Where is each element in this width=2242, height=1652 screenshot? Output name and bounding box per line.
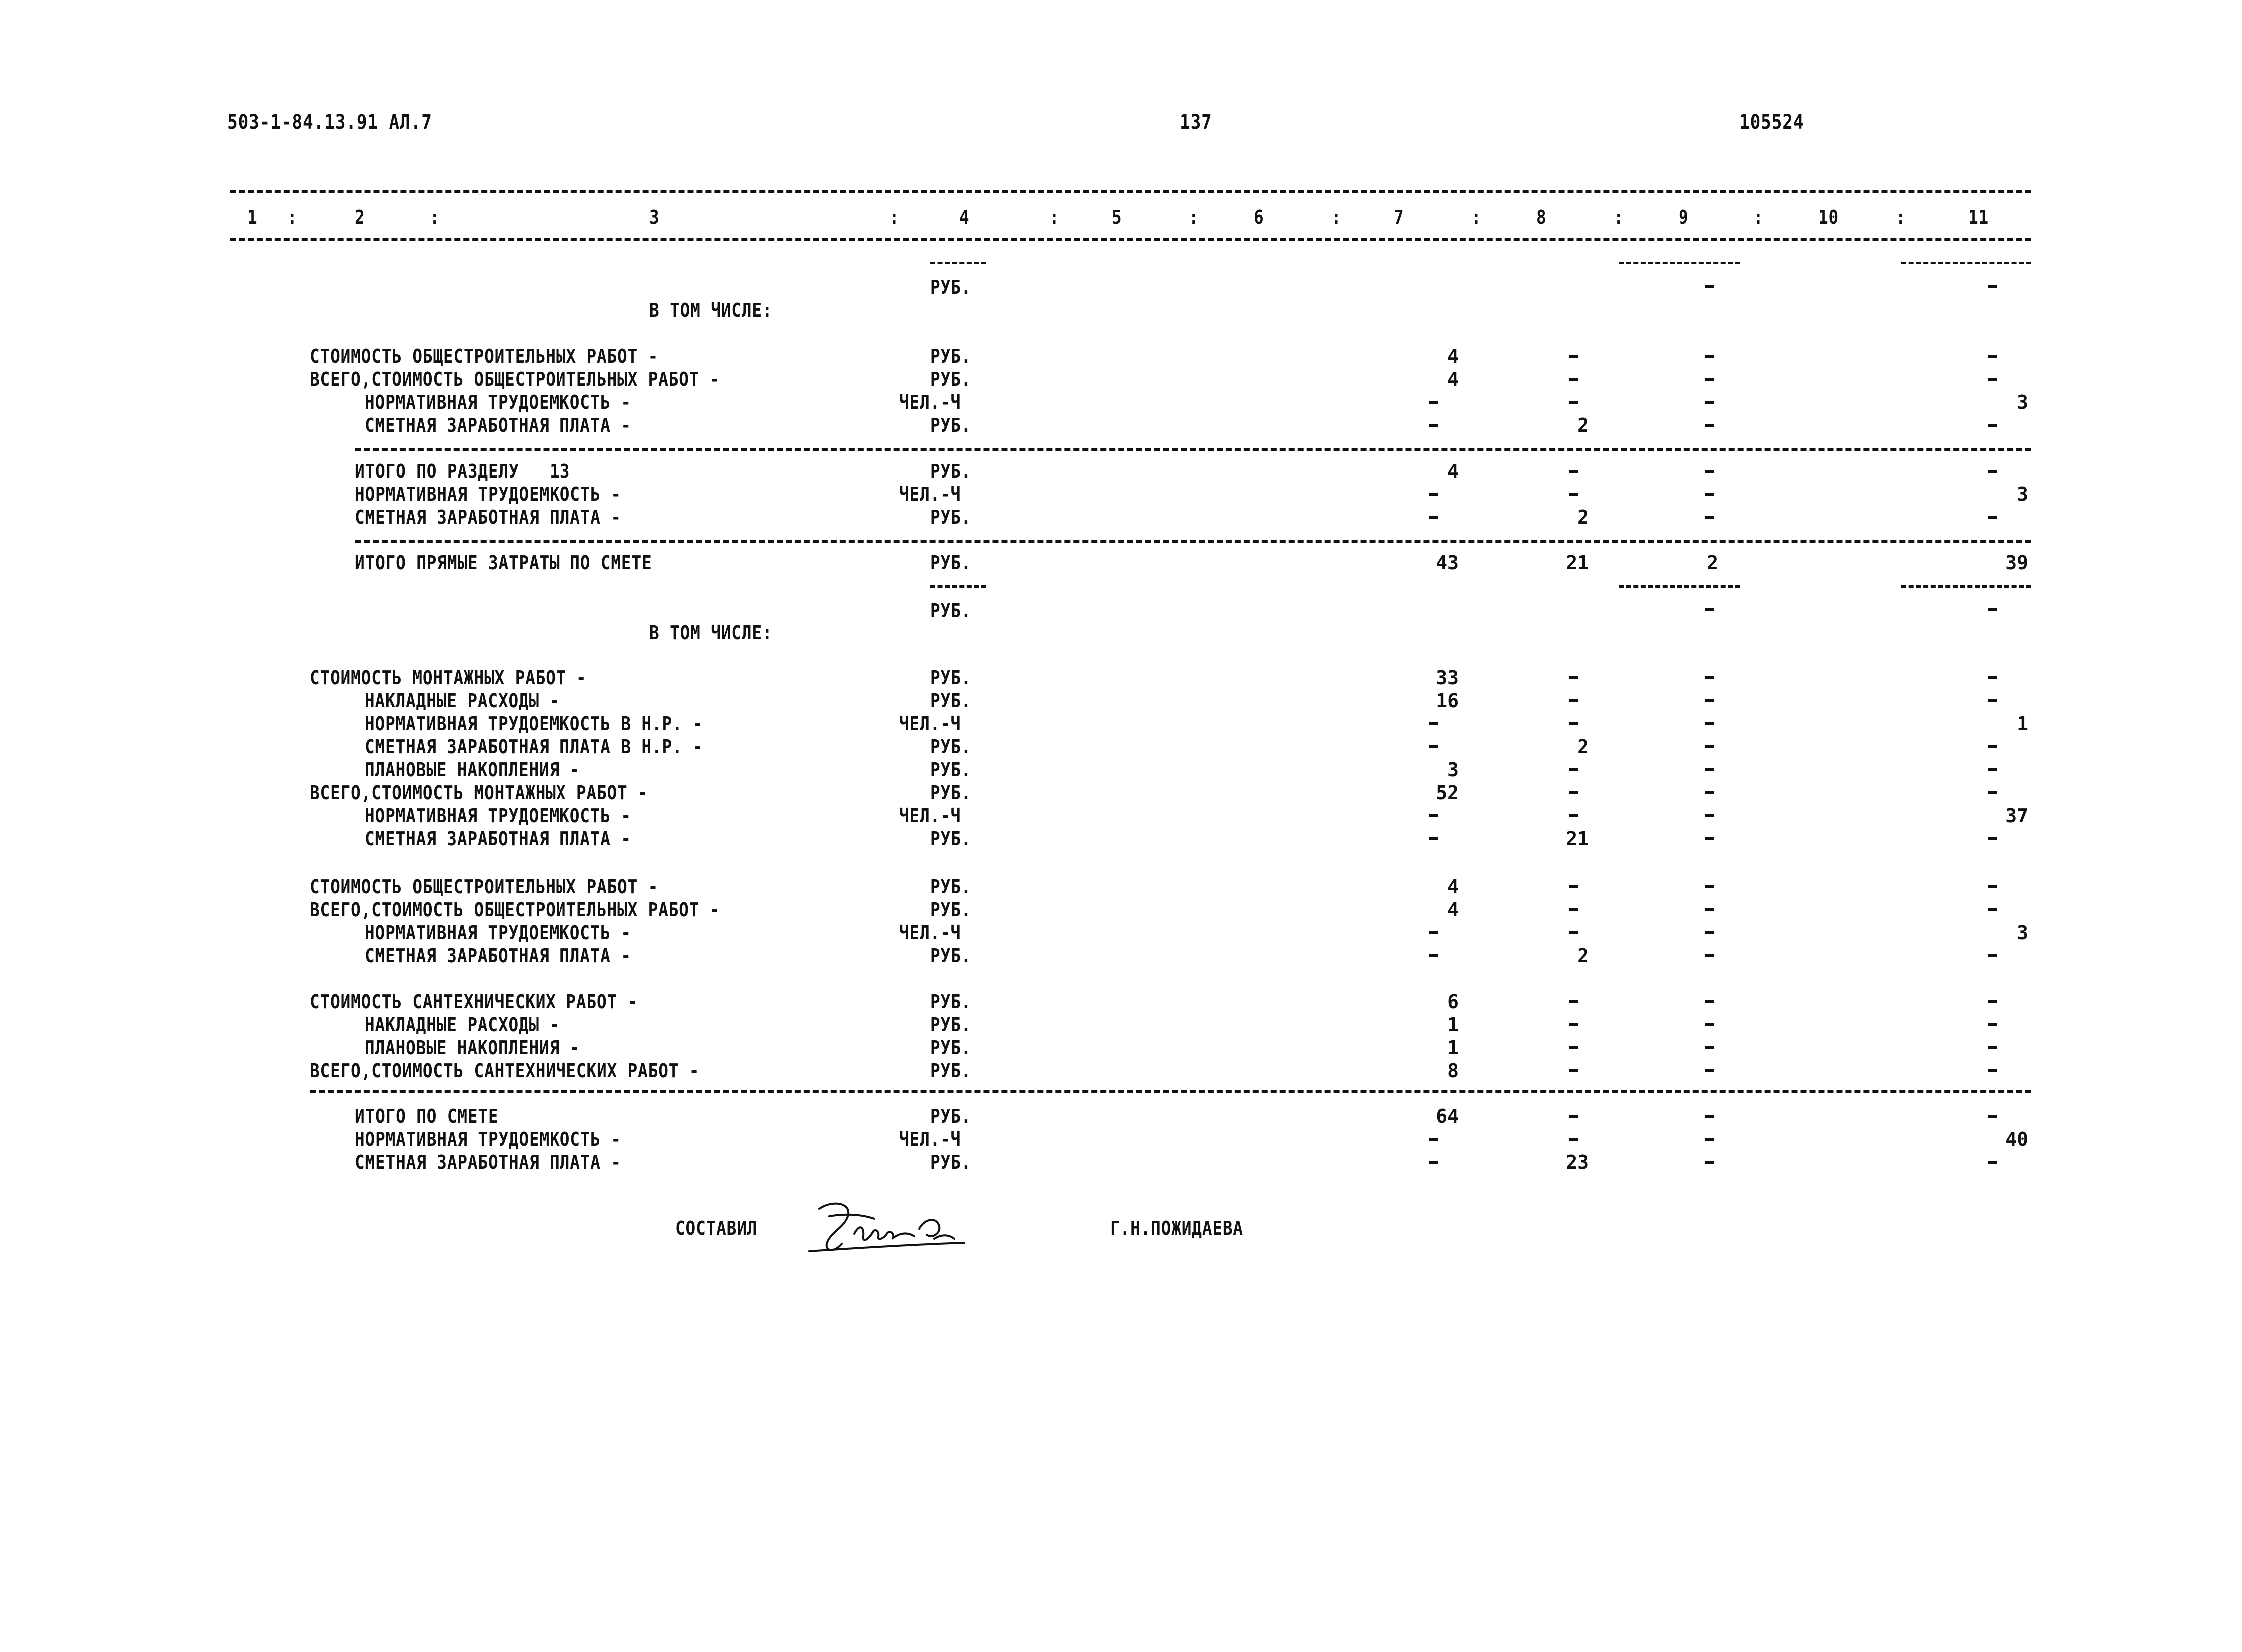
row-unit: РУБ.	[930, 736, 972, 758]
column-header-1: 1	[247, 206, 258, 228]
cell-col-7: 1	[1447, 1014, 1459, 1036]
column-separator: :	[1896, 206, 1906, 228]
dash-mark	[1988, 1023, 1997, 1026]
row-label: ВСЕГО,СТОИМОСТЬ МОНТАЖНЫХ РАБОТ -	[310, 782, 648, 804]
dash-mark	[1429, 493, 1438, 496]
column-separator: :	[1331, 206, 1342, 228]
dash-mark	[1569, 401, 1578, 404]
dash-mark	[1569, 493, 1578, 496]
row-unit: ЧЕЛ.-Ч	[899, 483, 961, 505]
column-header-6: 6	[1254, 206, 1264, 228]
dash-mark	[1569, 470, 1578, 473]
cell-col-7: 4	[1447, 876, 1459, 898]
cell-col-7: 52	[1436, 782, 1459, 804]
cell-col-11: 40	[2005, 1128, 2028, 1150]
dash-mark	[1988, 791, 1997, 794]
dash-mark	[1429, 931, 1438, 934]
dash-mark	[1988, 1161, 1997, 1164]
page-number: 137	[1180, 111, 1212, 134]
dash-mark	[1429, 516, 1438, 519]
dash-mark	[1429, 722, 1438, 725]
dash-mark	[1988, 954, 1997, 957]
dash-mark	[1429, 745, 1438, 748]
cell-col-8: 21	[1566, 552, 1589, 574]
dash-mark	[1429, 424, 1438, 427]
cell-col-11: 39	[2005, 552, 2028, 574]
dash-mark	[1988, 1069, 1997, 1072]
unit-label: РУБ.	[930, 276, 972, 298]
column-header-3: 3	[649, 206, 660, 228]
cell-col-11: 3	[2017, 391, 2028, 413]
dash-mark	[1705, 1161, 1714, 1164]
dash-mark	[1705, 285, 1714, 288]
dash-mark	[1429, 1138, 1438, 1141]
cell-col-8: 2	[1577, 506, 1589, 528]
row-label: НАКЛАДНЫЕ РАСХОДЫ -	[365, 1014, 560, 1036]
dash-mark	[1569, 1138, 1578, 1141]
dash-mark	[1988, 885, 1997, 888]
column-header-5: 5	[1112, 206, 1122, 228]
dash-mark	[1988, 608, 1997, 611]
in-that-number-heading: В ТОМ ЧИСЛЕ:	[649, 299, 773, 321]
dash-mark	[1988, 908, 1997, 911]
dash-mark	[1569, 355, 1578, 358]
dash-mark	[1569, 768, 1578, 771]
dash-mark	[1988, 1046, 1997, 1049]
cell-col-7: 8	[1447, 1060, 1459, 1082]
dash-mark	[1988, 470, 1997, 473]
cell-col-7: 4	[1447, 899, 1459, 921]
row-unit: РУБ.	[930, 414, 972, 436]
subtotal-rule-c11	[1901, 585, 2031, 588]
dash-mark	[1569, 1115, 1578, 1118]
row-unit: РУБ.	[930, 1151, 972, 1173]
dash-mark	[1569, 791, 1578, 794]
dash-mark	[1705, 424, 1714, 427]
dash-mark	[1705, 931, 1714, 934]
dash-mark	[1569, 931, 1578, 934]
row-unit: РУБ.	[930, 460, 972, 482]
row-label: ВСЕГО,СТОИМОСТЬ САНТЕХНИЧЕСКИХ РАБОТ -	[310, 1060, 700, 1082]
cell-col-8: 23	[1566, 1151, 1589, 1173]
dash-mark	[1988, 285, 1997, 288]
dash-mark	[1569, 1069, 1578, 1072]
dash-mark	[1705, 676, 1714, 679]
dash-mark	[1705, 699, 1714, 702]
row-label: СМЕТНАЯ ЗАРАБОТНАЯ ПЛАТА -	[365, 414, 631, 436]
row-unit: РУБ.	[930, 667, 972, 689]
row-unit: РУБ.	[930, 1060, 972, 1082]
row-unit: ЧЕЛ.-Ч	[899, 713, 961, 735]
column-header-7: 7	[1394, 206, 1404, 228]
dash-mark	[1988, 1000, 1997, 1003]
row-unit: РУБ.	[930, 1105, 972, 1127]
cell-col-7: 64	[1436, 1105, 1459, 1127]
dash-mark	[1705, 1000, 1714, 1003]
table-top-rule	[230, 190, 2031, 193]
row-label: НОРМАТИВНАЯ ТРУДОЕМКОСТЬ В Н.Р. -	[365, 713, 703, 735]
subtotal-rule-c9	[1619, 262, 1740, 264]
dash-mark	[1569, 1000, 1578, 1003]
cell-col-7: 6	[1447, 991, 1459, 1013]
section-rule	[355, 540, 2031, 543]
row-unit: РУБ.	[930, 759, 972, 781]
dash-mark	[1988, 355, 1997, 358]
dash-mark	[1988, 424, 1997, 427]
signature-image	[799, 1189, 979, 1264]
dash-mark	[1988, 745, 1997, 748]
dash-mark	[1705, 814, 1714, 817]
row-label: СМЕТНАЯ ЗАРАБОТНАЯ ПЛАТА В Н.Р. -	[365, 736, 703, 758]
dash-mark	[1705, 837, 1714, 840]
row-unit: РУБ.	[930, 991, 972, 1013]
section-rule	[355, 448, 2031, 451]
cell-col-8: 2	[1577, 945, 1589, 967]
dash-mark	[1705, 470, 1714, 473]
dash-mark	[1705, 493, 1714, 496]
row-unit: РУБ.	[930, 506, 972, 528]
dash-mark	[1705, 608, 1714, 611]
row-label: НОРМАТИВНАЯ ТРУДОЕМКОСТЬ -	[355, 1128, 621, 1150]
column-header-9: 9	[1679, 206, 1689, 228]
cell-col-9: 2	[1707, 552, 1718, 574]
row-unit: РУБ.	[930, 782, 972, 804]
table-header-rule	[230, 238, 2031, 241]
cell-col-11: 3	[2017, 922, 2028, 944]
dash-mark	[1569, 699, 1578, 702]
row-label: СТОИМОСТЬ МОНТАЖНЫХ РАБОТ -	[310, 667, 587, 689]
column-separator: :	[889, 206, 900, 228]
dash-mark	[1988, 1115, 1997, 1118]
row-label: ПЛАНОВЫЕ НАКОПЛЕНИЯ -	[365, 759, 580, 781]
row-label: ВСЕГО,СТОИМОСТЬ ОБЩЕСТРОИТЕЛЬНЫХ РАБОТ -	[310, 368, 720, 390]
column-separator: :	[1049, 206, 1060, 228]
column-separator: :	[430, 206, 440, 228]
compiler-name: Г.Н.ПОЖИДАЕВА	[1110, 1217, 1243, 1239]
row-unit: РУБ.	[930, 828, 972, 850]
row-label: СМЕТНАЯ ЗАРАБОТНАЯ ПЛАТА -	[355, 506, 621, 528]
dash-mark	[1988, 699, 1997, 702]
column-separator: :	[1614, 206, 1624, 228]
row-label: ВСЕГО,СТОИМОСТЬ ОБЩЕСТРОИТЕЛЬНЫХ РАБОТ -	[310, 899, 720, 921]
column-header-10: 10	[1818, 206, 1839, 228]
cell-col-11: 37	[2005, 805, 2028, 827]
row-unit: РУБ.	[930, 552, 972, 574]
dash-mark	[1429, 814, 1438, 817]
row-unit: ЧЕЛ.-Ч	[899, 1128, 961, 1150]
cell-col-7: 3	[1447, 759, 1459, 781]
column-header-8: 8	[1536, 206, 1547, 228]
row-label: СМЕТНАЯ ЗАРАБОТНАЯ ПЛАТА -	[365, 828, 631, 850]
doc-number: 105524	[1739, 111, 1804, 134]
dash-mark	[1569, 378, 1578, 381]
row-unit: РУБ.	[930, 368, 972, 390]
dash-mark	[1569, 722, 1578, 725]
dash-mark	[1705, 954, 1714, 957]
row-label: ИТОГО ПО СМЕТЕ	[355, 1105, 499, 1127]
subtotal-rule-c4	[930, 262, 986, 264]
dash-mark	[1705, 885, 1714, 888]
row-label: ПЛАНОВЫЕ НАКОПЛЕНИЯ -	[365, 1037, 580, 1059]
dash-mark	[1705, 768, 1714, 771]
dash-mark	[1988, 378, 1997, 381]
compiled-by-label: СОСТАВИЛ	[675, 1217, 758, 1239]
dash-mark	[1705, 1046, 1714, 1049]
cell-col-11: 1	[2017, 713, 2028, 735]
row-unit: РУБ.	[930, 1037, 972, 1059]
section-rule	[310, 1090, 2031, 1093]
column-header-11: 11	[1968, 206, 1989, 228]
row-unit: РУБ.	[930, 899, 972, 921]
column-header-4: 4	[959, 206, 970, 228]
row-unit: РУБ.	[930, 345, 972, 367]
dash-mark	[1705, 791, 1714, 794]
cell-col-8: 2	[1577, 736, 1589, 758]
dash-mark	[1705, 1138, 1714, 1141]
in-that-number-heading: В ТОМ ЧИСЛЕ:	[649, 622, 773, 644]
cell-col-7: 4	[1447, 368, 1459, 390]
dash-mark	[1705, 516, 1714, 519]
cell-col-7: 1	[1447, 1037, 1459, 1059]
cell-col-7: 4	[1447, 345, 1459, 367]
dash-mark	[1705, 1115, 1714, 1118]
dash-mark	[1429, 954, 1438, 957]
dash-mark	[1705, 1023, 1714, 1026]
dash-mark	[1569, 885, 1578, 888]
row-label: НАКЛАДНЫЕ РАСХОДЫ -	[365, 690, 560, 712]
dash-mark	[1569, 1046, 1578, 1049]
dash-mark	[1988, 768, 1997, 771]
dash-mark	[1705, 908, 1714, 911]
column-header-2: 2	[355, 206, 365, 228]
dash-mark	[1705, 355, 1714, 358]
dash-mark	[1705, 745, 1714, 748]
row-unit: РУБ.	[930, 690, 972, 712]
dash-mark	[1429, 837, 1438, 840]
dash-mark	[1988, 676, 1997, 679]
cell-col-7: 43	[1436, 552, 1459, 574]
row-label: СМЕТНАЯ ЗАРАБОТНАЯ ПЛАТА -	[365, 945, 631, 967]
row-label: СТОИМОСТЬ САНТЕХНИЧЕСКИХ РАБОТ -	[310, 991, 638, 1013]
cell-col-7: 16	[1436, 690, 1459, 712]
column-separator: :	[1753, 206, 1764, 228]
row-unit: РУБ.	[930, 945, 972, 967]
row-unit: ЧЕЛ.-Ч	[899, 391, 961, 413]
dash-mark	[1569, 814, 1578, 817]
row-label: ИТОГО ПО РАЗДЕЛУ 13	[355, 460, 570, 482]
column-separator: :	[1471, 206, 1482, 228]
row-label: НОРМАТИВНАЯ ТРУДОЕМКОСТЬ -	[365, 805, 631, 827]
dash-mark	[1705, 1069, 1714, 1072]
dash-mark	[1705, 378, 1714, 381]
dash-mark	[1705, 401, 1714, 404]
dash-mark	[1705, 722, 1714, 725]
row-unit: РУБ.	[930, 1014, 972, 1036]
subtotal-rule-c11	[1901, 262, 2031, 264]
cell-col-11: 3	[2017, 483, 2028, 505]
dash-mark	[1988, 516, 1997, 519]
dash-mark	[1988, 837, 1997, 840]
doc-code: 503-1-84.13.91 АЛ.7	[227, 111, 432, 134]
cell-col-7: 33	[1436, 667, 1459, 689]
row-unit: ЧЕЛ.-Ч	[899, 805, 961, 827]
subtotal-rule-c9	[1619, 585, 1740, 588]
row-unit: ЧЕЛ.-Ч	[899, 922, 961, 944]
row-label: СТОИМОСТЬ ОБЩЕСТРОИТЕЛЬНЫХ РАБОТ -	[310, 345, 659, 367]
cell-col-8: 21	[1566, 828, 1589, 850]
row-label: СТОИМОСТЬ ОБЩЕСТРОИТЕЛЬНЫХ РАБОТ -	[310, 876, 659, 898]
dash-mark	[1569, 908, 1578, 911]
row-label: НОРМАТИВНАЯ ТРУДОЕМКОСТЬ -	[365, 922, 631, 944]
column-separator: :	[287, 206, 298, 228]
row-label: ИТОГО ПРЯМЫЕ ЗАТРАТЫ ПО СМЕТЕ	[355, 552, 652, 574]
subtotal-rule-c4	[930, 585, 986, 588]
row-label: НОРМАТИВНАЯ ТРУДОЕМКОСТЬ -	[355, 483, 621, 505]
row-unit: РУБ.	[930, 876, 972, 898]
dash-mark	[1429, 401, 1438, 404]
unit-label: РУБ.	[930, 600, 972, 622]
dash-mark	[1569, 1023, 1578, 1026]
row-label: СМЕТНАЯ ЗАРАБОТНАЯ ПЛАТА -	[355, 1151, 621, 1173]
column-separator: :	[1189, 206, 1199, 228]
dash-mark	[1429, 1161, 1438, 1164]
cell-col-7: 4	[1447, 460, 1459, 482]
row-label: НОРМАТИВНАЯ ТРУДОЕМКОСТЬ -	[365, 391, 631, 413]
cell-col-8: 2	[1577, 414, 1589, 436]
dash-mark	[1569, 676, 1578, 679]
